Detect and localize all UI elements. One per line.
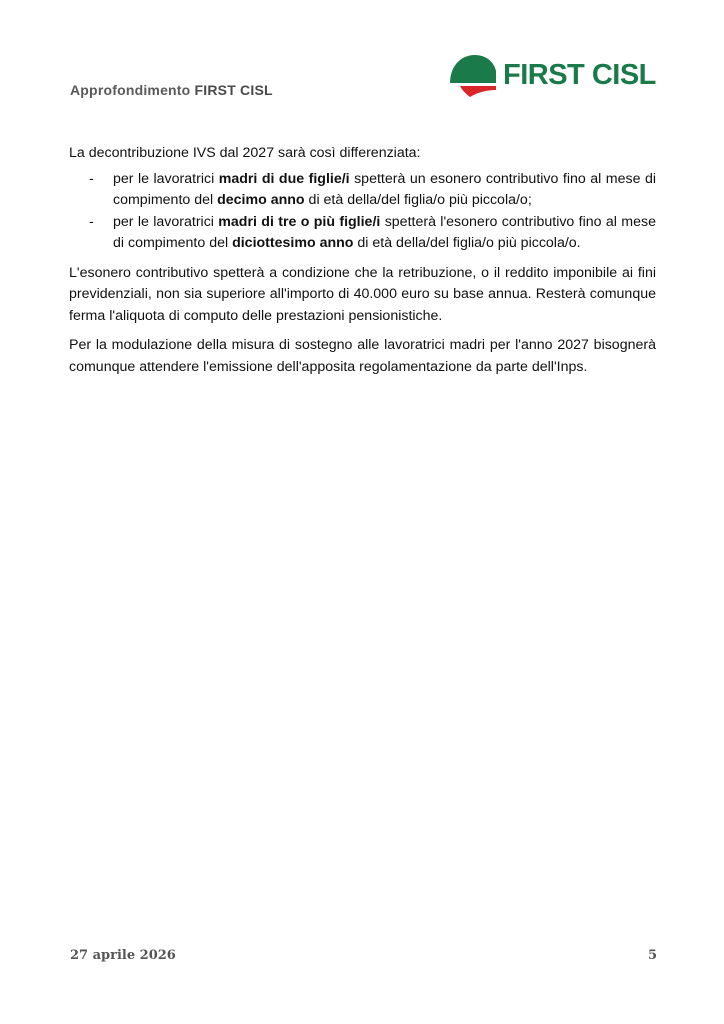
bullet-bold: madri di tre o più figlie/i: [218, 213, 381, 230]
list-item: [69, 169, 656, 212]
bullet-text: per le lavoratrici: [113, 213, 219, 230]
bullet-bold: diciottesimo anno: [232, 235, 354, 251]
logo-emblem-icon: [448, 53, 498, 99]
bullet-text: spetterà un esonero contributivo fino al mese di compimento del: [113, 170, 656, 208]
bullet-text: spetterà l'esonero contributivo fino al mese di compimento del: [113, 213, 656, 251]
page-number: 5: [647, 948, 657, 963]
first-cisl-logo: [448, 53, 660, 99]
header-title: [70, 82, 273, 98]
bullet-text: di età della/del figlia/o più piccola/o;: [304, 192, 532, 208]
bullet-dash: -: [89, 213, 94, 230]
bullet-text: di età della/del figlia/o più piccola/o.: [353, 235, 581, 251]
document-body: [69, 143, 656, 378]
list-item: [69, 212, 656, 255]
bullet-bold: madri di due figlie/i: [218, 170, 350, 187]
intro-paragraph: La decontribuzione IVS dal 2027 sarà così differenziata:: [69, 145, 421, 161]
header-title-strong: FIRST CISL: [194, 82, 273, 98]
inps-paragraph: Per la modulazione della misura di sostegno alle lavoratrici madri per l'anno 2027 bisognerà comunque attendere l'emissione dell'apposita regolamentazione da parte dell'Inps.: [69, 337, 656, 375]
bullet-text: per le lavoratrici: [113, 170, 219, 187]
logo-text: FIRST CISL: [503, 59, 656, 91]
income-threshold-paragraph: L'esonero contributivo spetterà a condizione che la retribuzione, o il reddito imponibile ai fini previdenziali, non sia superiore all'importo di 40.000 euro su base annua. Resterà comunque ferma l'aliquota di computo delle prestazioni pensionistiche.: [69, 264, 656, 324]
bullet-bold: decimo anno: [217, 192, 305, 208]
bullet-dash: -: [89, 170, 94, 187]
header-title-prefix: Approfondimento: [70, 82, 195, 98]
bullet-list: [69, 169, 656, 255]
footer-date: 27 aprile 2026: [70, 948, 176, 963]
